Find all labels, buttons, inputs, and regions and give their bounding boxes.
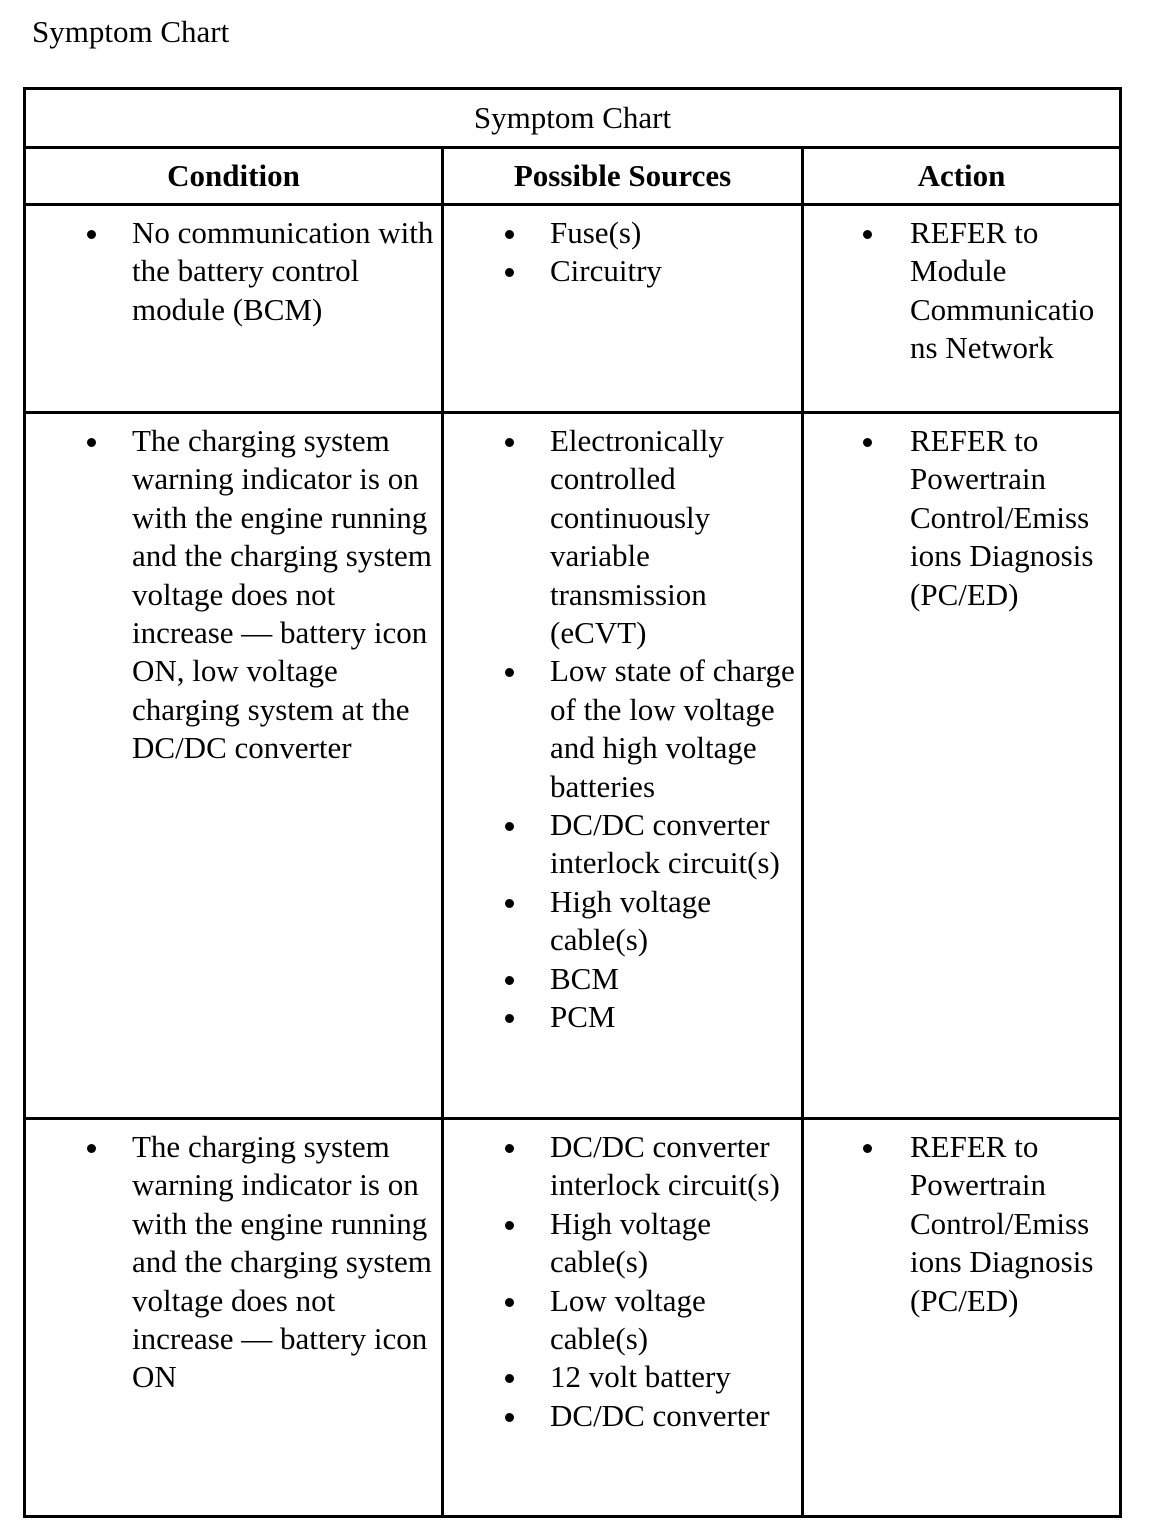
source-text: PCM — [550, 999, 616, 1035]
table-row — [25, 413, 1121, 1119]
list-item — [444, 1282, 801, 1359]
source-text: DC/DC converter interlock circuit(s) — [550, 1129, 780, 1203]
list-item — [444, 960, 801, 998]
source-text: DC/DC converter interlock circuit(s) — [550, 807, 780, 881]
table-header-row — [25, 148, 1121, 205]
condition-text: The charging system warning indicator is on with the engine running and the charging system voltage does not increase — battery icon ON — [132, 1129, 432, 1395]
condition-text: No communication with the battery control module (BCM) — [132, 215, 434, 327]
bullet-icon — [505, 1014, 514, 1023]
sources-cell — [443, 413, 803, 1119]
symptom-chart-table — [23, 87, 1122, 1518]
header-condition: Condition — [25, 148, 443, 205]
action-text: REFER to Powertrain Control/Emiss ions Diagnosis (PC/ED) — [910, 1129, 1094, 1318]
sources-cell — [443, 205, 803, 413]
bullet-icon — [505, 668, 514, 677]
action-text: REFER to Module Communicatio ns Network — [910, 215, 1095, 366]
list-item — [444, 652, 801, 806]
bullet-icon — [505, 899, 514, 908]
bullet-icon — [505, 822, 514, 831]
source-text: Circuitry — [550, 253, 662, 289]
bullet-icon — [87, 438, 96, 447]
list-item — [444, 806, 801, 883]
bullet-icon — [505, 1298, 514, 1307]
condition-cell — [25, 1119, 443, 1517]
bullet-icon — [505, 1374, 514, 1383]
list-item — [26, 1128, 441, 1397]
condition-cell — [25, 413, 443, 1119]
list-item — [444, 1205, 801, 1282]
bullet-icon — [863, 230, 872, 239]
bullet-icon — [87, 230, 96, 239]
table-row — [25, 205, 1121, 413]
action-text: REFER to Powertrain Control/Emiss ions Diagnosis (PC/ED) — [910, 423, 1094, 612]
list-item — [26, 422, 441, 768]
source-text: Low voltage cable(s) — [550, 1282, 706, 1357]
bullet-icon — [505, 1144, 514, 1153]
bullet-icon — [505, 1221, 514, 1230]
source-text: Fuse(s) — [550, 215, 642, 250]
bullet-icon — [87, 1144, 96, 1153]
list-item — [444, 252, 801, 290]
source-text: High voltage cable(s) — [550, 883, 711, 958]
list-item — [26, 214, 441, 329]
source-text: High voltage cable(s) — [550, 1205, 711, 1280]
action-cell — [803, 205, 1121, 413]
bullet-icon — [505, 438, 514, 447]
list-item — [804, 422, 1119, 614]
list-item — [444, 214, 801, 252]
list-item — [444, 1358, 801, 1396]
bullet-icon — [863, 1144, 872, 1153]
list-item — [444, 1128, 801, 1205]
condition-text: The charging system warning indicator is on with the engine running and the charging system voltage does not increase — battery icon ON, low voltage charging system at the DC/DC converter — [132, 423, 432, 766]
header-action: Action — [803, 148, 1121, 205]
bullet-icon — [505, 976, 514, 985]
condition-cell — [25, 205, 443, 413]
source-text: Electronically controlled continuously variable transmission (eCVT) — [550, 423, 724, 651]
source-text: BCM — [550, 960, 619, 996]
bullet-icon — [505, 268, 514, 277]
list-item — [444, 998, 801, 1036]
header-possible-sources: Possible Sources — [443, 148, 803, 205]
table-caption-row — [25, 89, 1121, 148]
action-cell — [803, 413, 1121, 1119]
table-caption: Symptom Chart — [25, 89, 1121, 148]
list-item — [444, 422, 801, 652]
source-text: Low state of charge of the low voltage and high voltage batteries — [550, 653, 795, 804]
table-row — [25, 1119, 1121, 1517]
page-title: Symptom Chart — [32, 14, 230, 49]
bullet-icon — [863, 438, 872, 447]
list-item — [444, 883, 801, 960]
list-item — [804, 1128, 1119, 1320]
source-text: 12 volt battery — [550, 1359, 731, 1395]
sources-cell — [443, 1119, 803, 1517]
bullet-icon — [505, 230, 514, 239]
list-item — [804, 214, 1119, 368]
action-cell — [803, 1119, 1121, 1517]
bullet-icon — [505, 1413, 514, 1422]
source-text: DC/DC converter — [550, 1397, 770, 1433]
list-item — [444, 1397, 801, 1435]
